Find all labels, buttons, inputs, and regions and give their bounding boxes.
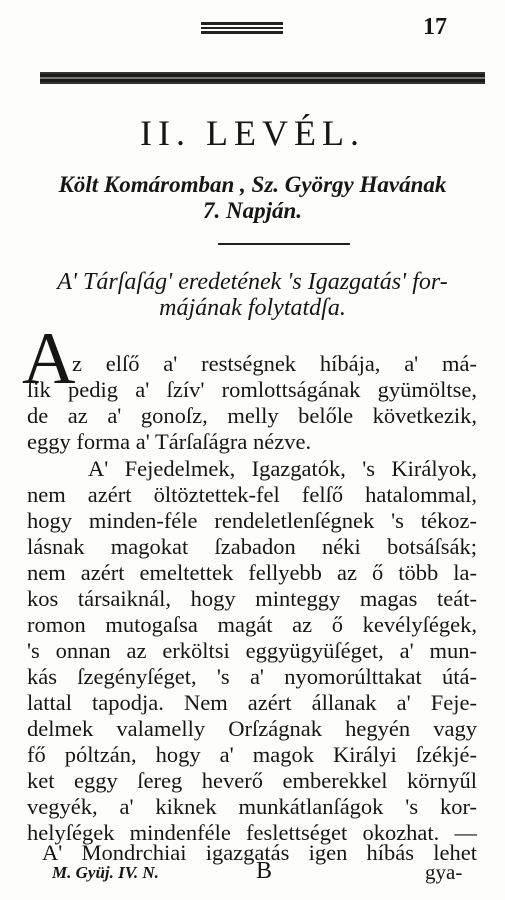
body-line: 's onnan az erköltsi eggyügyüſéget, a' mun- — [27, 638, 477, 663]
body-line: A' Mondrchiai igazgatás igen híbás lehet — [42, 840, 477, 865]
subtitle-line-1: A' Tárſaſág' eredetének 's Igazgatás' for- — [57, 269, 448, 295]
body-line: z elſő a' restségnek híbája, a' má- — [72, 351, 477, 376]
catchword: gya- — [425, 860, 463, 884]
section-rule — [218, 243, 350, 245]
signature-mark: B — [256, 858, 273, 884]
subtitle-line-2: májának folytatdſa. — [159, 295, 346, 321]
body-line: eggy forma a' Tárſaſágra nézve. — [27, 429, 312, 454]
page-number: 17 — [423, 14, 447, 40]
dateline-line-2: 7. Napján. — [202, 198, 303, 223]
body-line: kás ſzegényſéget, 's a' nyomorúlttakat útá- — [27, 664, 477, 689]
body-line: romon mutogaſsa magát az ő kevélyſégek, — [27, 612, 477, 637]
body-line: de az a' gonoſz, melly belőle következik, — [27, 403, 477, 428]
body-line: nem azért öltöztettek-fel felſő hatalommal, — [27, 482, 477, 507]
body-line: lattal tapodja. Nem azért állanak a' Feje- — [27, 690, 477, 715]
dateline-line-1: Költ Komáromban , Sz. György Havának — [58, 172, 447, 197]
header-rule — [40, 72, 485, 84]
body-line: ſik pedig a' ſzív' romlottságának gyümöltse, — [27, 377, 477, 402]
body-line: hogy minden-féle rendeletlenſégnek 's tékoz- — [27, 508, 477, 533]
body-line: helyſégek mindenféle feslettséget okozhat. — — [27, 820, 477, 845]
letter-heading: II. LEVÉL. — [140, 113, 365, 153]
body-line: kos társaiknál, hogy minteggy magas teát- — [27, 586, 477, 611]
collection-mark: M. Gyüj. IV. N. — [52, 863, 159, 882]
body-line: nem azért emeltettek fellyebb az ő több la- — [27, 560, 477, 585]
body-line: vegyék, a' kiknek munkátlanſágok 's kor- — [27, 794, 477, 819]
body-line: ket eggy ſereg heverő emberekkel környűl — [27, 768, 477, 793]
body-line: lásnak magokat ſzabadon néki botsáſsák; — [27, 534, 477, 559]
drop-initial: A — [22, 318, 76, 400]
top-ornament — [201, 22, 283, 34]
body-line: A' Fejedelmek, Igazgatók, 's Királyok, — [88, 456, 477, 481]
body-line: fő póltzán, hogy a' magok Királyi ſzékjé- — [27, 742, 477, 767]
body-line: delmek valamelly Orſzágnak hegyén vagy — [27, 716, 477, 741]
